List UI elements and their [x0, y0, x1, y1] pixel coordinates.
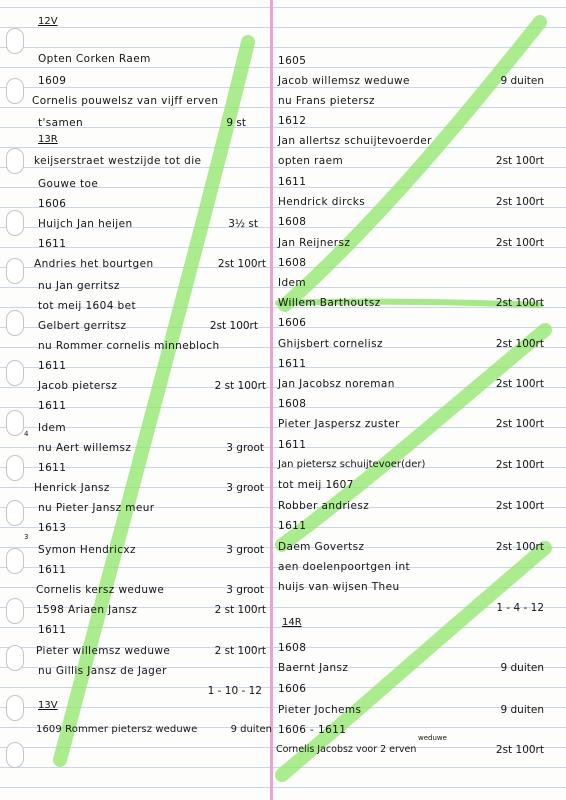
entry-year: 1609	[38, 75, 67, 87]
entry-text: Hendrick dircks	[278, 196, 366, 208]
entry-year: 1611	[38, 238, 67, 250]
binder-hole	[6, 695, 24, 721]
entry-text: tot meij 1604 bet	[38, 300, 136, 312]
margin-mark: 3	[24, 533, 29, 541]
binder-hole	[6, 310, 24, 336]
margin-line	[270, 0, 273, 800]
entry-year: 1608	[278, 257, 307, 269]
entry-amount: 2st 100rt	[495, 155, 544, 167]
entry-amount: 2st 100rt	[495, 500, 544, 512]
entry-amount: 2 st 100rt	[214, 380, 266, 392]
entry-year: 1611	[38, 400, 67, 412]
entry-year: 1611	[38, 624, 67, 636]
entry-amount: 2st 100rt	[495, 418, 544, 430]
section-12v: 12V	[38, 16, 58, 27]
entry-amount: 2 st 100rt	[214, 645, 266, 657]
entry-text: Robber andriesz	[278, 500, 370, 512]
entry-amount: 2st 100rt	[217, 258, 266, 270]
entry-amount: 2st 100rt	[495, 237, 544, 249]
entry-amount: 3 groot	[226, 544, 264, 556]
section-13r: 13R	[38, 134, 58, 145]
entry-total: 1 - 4 - 12	[496, 602, 544, 614]
margin-mark: 4	[24, 430, 29, 438]
binder-hole	[6, 742, 24, 768]
entry-amount: 3 groot	[226, 442, 264, 454]
binder-hole	[6, 500, 24, 526]
entry-text: t'samen	[38, 117, 84, 129]
binder-hole	[6, 645, 24, 671]
entry-text: Baernt Jansz	[278, 662, 349, 674]
entry-text: 1609 Rommer pietersz weduwe	[36, 724, 198, 735]
binder-hole	[6, 258, 24, 284]
entry-text: opten raem	[278, 155, 344, 167]
entry-year: 1606	[278, 317, 307, 329]
entry-amount: 2st 100rt	[495, 459, 544, 471]
entry-year: 1611	[278, 439, 307, 451]
binder-hole	[6, 455, 24, 481]
entry-amount: 2st 100rt	[209, 320, 258, 332]
entry-amount: 9 duiten	[500, 75, 544, 87]
interlinear-note: weduwe	[418, 734, 447, 742]
entry-year: 1611	[38, 462, 67, 474]
entry-text: Daem Govertsz	[278, 541, 365, 553]
entry-text: tot meij 1607	[278, 479, 354, 491]
highlighter-stroke-right-2	[282, 330, 545, 545]
entry-text: Pieter Jaspersz zuster	[278, 418, 400, 430]
entry-text: nu Frans pietersz	[278, 95, 375, 107]
entry-text: Cornelis kersz weduwe	[36, 584, 165, 596]
entry-amount: 2 st 100rt	[214, 604, 266, 616]
entry-year: 1608	[278, 216, 307, 228]
entry-amount: 2st 100rt	[495, 378, 544, 390]
entry-amount: 2st 100rt	[495, 541, 544, 553]
entry-year: 1611	[38, 360, 67, 372]
entry-text: nu Rommer cornelis minnebloch	[38, 340, 220, 352]
entry-year: 1606 - 1611	[278, 724, 347, 736]
binder-hole	[6, 210, 24, 236]
entry-text: Cornelis pouwelsz van vijff erven	[32, 95, 219, 107]
binder-hole	[6, 148, 24, 174]
entry-text: Idem	[278, 277, 307, 289]
entry-year: 1606	[278, 683, 307, 695]
entry-text: Gelbert gerritsz	[38, 320, 127, 332]
entry-year: 1611	[38, 564, 67, 576]
entry-text: Willem Barthoutsz	[278, 297, 381, 309]
entry-text: nu Pieter Jansz meur	[38, 502, 155, 514]
section-14r: 14R	[282, 617, 302, 628]
entry-text: Pieter Jochems	[278, 704, 362, 716]
entry-amount: 2st 100rt	[495, 297, 544, 309]
binder-holes	[6, 0, 32, 800]
entry-total: 1 - 10 - 12	[207, 685, 262, 697]
entry-text: Jan allertsz schuijtevoerder	[278, 135, 432, 147]
entry-text: aen doelenpoortgen int	[278, 561, 411, 573]
entry-text: Henrick Jansz	[34, 482, 110, 494]
binder-hole	[6, 360, 24, 386]
entry-text: nu Gillis Jansz de Jager	[38, 665, 167, 677]
entry-text: Cornelis Jacobsz voor 2 erven	[276, 744, 417, 755]
entry-amount: 9 duiten	[500, 704, 544, 716]
entry-year: 1613	[38, 522, 67, 534]
entry-text: Gouwe toe	[38, 178, 99, 190]
entry-year: 1608	[278, 642, 307, 654]
entry-year: 1611	[278, 520, 307, 532]
entry-text: Pieter willemsz weduwe	[36, 645, 171, 657]
binder-hole	[6, 410, 24, 436]
entry-amount: 9 duiten	[500, 662, 544, 674]
binder-hole	[6, 548, 24, 574]
entry-text: nu Jan gerritsz	[38, 280, 120, 292]
entry-year: 1611	[278, 358, 307, 370]
entry-text: Jan pietersz schuijtevoer(der)	[278, 459, 426, 470]
entry-amount: 3 groot	[226, 584, 264, 596]
binder-hole	[6, 28, 24, 54]
entry-text: keijserstraet westzijde tot die	[34, 155, 202, 167]
entry-text: huijs van wijsen Theu	[278, 581, 400, 593]
entry-text: 1598 Ariaen Jansz	[36, 604, 138, 616]
entry-text: Idem	[38, 422, 67, 434]
entry-amount: 9 st	[226, 117, 246, 129]
entry-text: Symon Hendricxz	[38, 544, 136, 556]
entry-amount: 9 duiten	[230, 724, 272, 735]
entry-text: Jan Reijnersz	[278, 237, 351, 249]
entry-year: 1611	[278, 176, 307, 188]
entry-year: 1612	[278, 115, 307, 127]
entry-text: nu Aert willemsz	[38, 442, 132, 454]
entry-text: Jan Jacobsz noreman	[278, 378, 395, 390]
entry-amount: 3 groot	[226, 482, 264, 494]
entry-amount: 3½ st	[228, 218, 258, 230]
entry-text: Opten Corken Raem	[38, 53, 151, 65]
section-13v: 13V	[38, 700, 58, 711]
entry-text: Jacob willemsz weduwe	[278, 75, 410, 87]
entry-text: Ghijsbert cornelisz	[278, 338, 383, 350]
entry-amount: 2st 100rt	[495, 338, 544, 350]
binder-hole	[6, 598, 24, 624]
entry-text: Huijch Jan heijen	[38, 218, 133, 230]
entry-amount: 2st 100rt	[495, 196, 544, 208]
entry-year: 1605	[278, 55, 307, 67]
entry-text: Jacob pietersz	[38, 380, 118, 392]
entry-year: 1608	[278, 398, 307, 410]
binder-hole	[6, 78, 24, 104]
entry-amount: 2st 100rt	[495, 744, 544, 756]
entry-text: Andries het bourtgen	[34, 258, 154, 270]
entry-year: 1606	[38, 198, 67, 210]
